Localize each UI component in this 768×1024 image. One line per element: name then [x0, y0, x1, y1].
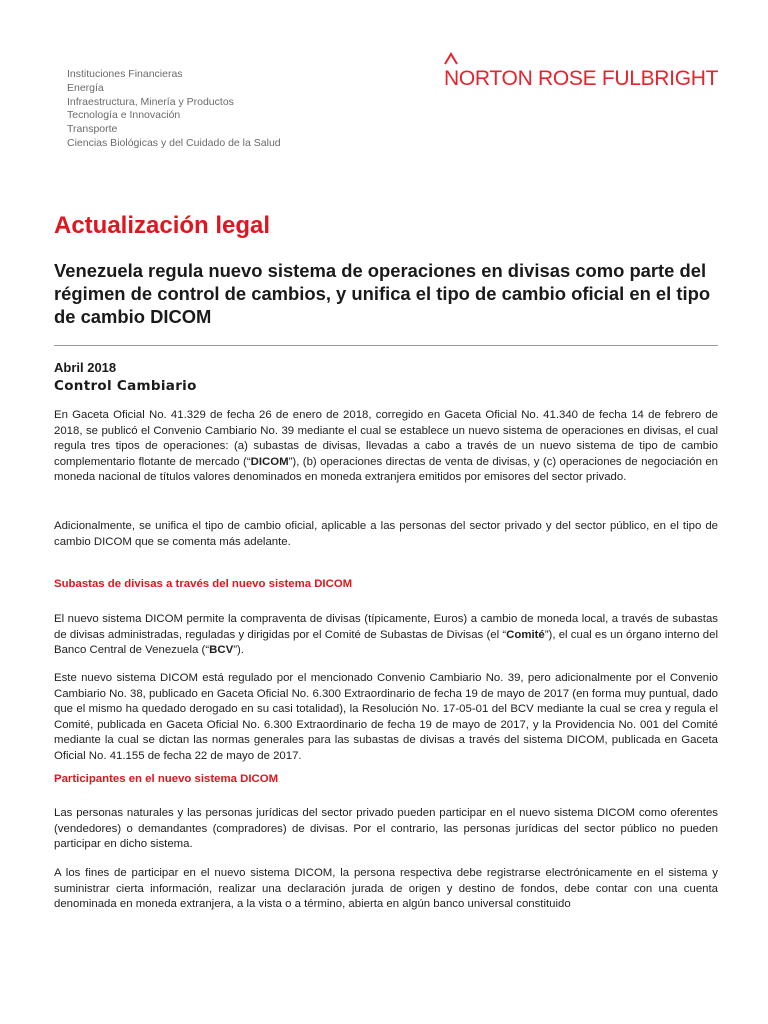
practice-area-item: Energía — [67, 81, 104, 94]
section-heading-participantes: Participantes en el nuevo sistema DICOM — [54, 773, 279, 785]
document-heading: Venezuela regula nuevo sistema de operaciones en divisas como parte del régimen de control de cambios, y unifica el tipo de cambio oficial en el tipo de cambio DICOM — [54, 260, 711, 327]
defined-term-dicom: DICOM — [250, 455, 289, 468]
section2-paragraph-1: Las personas naturales y las personas jurídicas del sector privado pueden participar en el nuevo sistema DICOM como oferentes (vendedores) o demandantes (compradores) de divisas. Por el contrario, las personas jurídicas del sector público no pueden participar en dicho sistema. — [54, 807, 718, 851]
text-run: El nuevo sistema DICOM permite la compraventa de divisas (típicamente, Euros) a cambio de moneda local, a través de subastas de divisas administradas, reguladas y dirigidas por el Comité de Subastas de Divisas (el “ — [54, 613, 718, 641]
section1-paragraph-2: Este nuevo sistema DICOM está regulado por el mencionado Convenio Cambiario No. 39, pero adicionalmente por el Convenio Cambiario No. 38, publicado en Gaceta Oficial No. 6.300 Extraordinario de fecha 19 de mayo de 2017 (en forma muy puntual, dado que el mismo ha quedado derogado en su casi totalidad), la Resolución No. 17-05-01 del BCV mediante la cual se crea y regula el Comité, publicada en Gaceta Oficial No. 6.300 Extraordinario de fecha 19 de mayo de 2017, y la Providencia No. 001 del Comité mediante la cual se dictan las normas generales para las subastas de divisas a través del sistema DICOM, publicada en Gaceta Oficial No. 41.155 de fecha 22 de mayo de 2017. — [54, 672, 718, 762]
section2-paragraph-2: A los fines de participar en el nuevo sistema DICOM, la persona respectiva debe registrarse electrónicamente en el sistema y suministrar cierta información, realizar una declaración jurada de origen y destino de fondos, debe contar con una cuenta denominada en moneda extranjera, a la vista o a término, abierta en algún banco universal constituido — [54, 867, 718, 911]
practice-area-item: Instituciones Financieras — [67, 68, 183, 80]
section1-paragraph-1 — [54, 612, 718, 659]
horizontal-divider — [54, 345, 718, 346]
section-heading-subastas: Subastas de divisas a través del nuevo sistema DICOM — [54, 578, 353, 590]
practice-areas-list — [67, 68, 281, 151]
topic-label: Control Cambiario — [54, 378, 197, 394]
logo-wordmark: NORTON ROSE FULBRIGHT — [444, 67, 719, 90]
intro-paragraph-1 — [54, 408, 718, 486]
intro-paragraph-2: Adicionalmente, se unifica el tipo de cambio oficial, aplicable a las personas del sector privado y del sector público, en el tipo de cambio DICOM que se comenta más adelante. — [54, 520, 718, 548]
practice-area-item: Ciencias Biológicas y del Cuidado de la Salud — [67, 136, 281, 149]
practice-area-item: Transporte — [67, 123, 118, 136]
practice-area-item: Tecnología e Innovación — [67, 109, 181, 122]
defined-term-bcv: BCV — [209, 644, 234, 657]
defined-term-comite: Comité — [506, 628, 545, 641]
norton-rose-fulbright-logo — [444, 52, 724, 92]
logo-chevron-icon — [444, 52, 458, 66]
document-title: Actualización legal — [54, 212, 271, 239]
text-run: ”), el cual es un órgano interno del Banco Central de Venezuela (“ — [54, 628, 718, 657]
publication-date: Abril 2018 — [54, 360, 117, 375]
text-run: En Gaceta Oficial No. 41.329 de fecha 26 de enero de 2018, corregido en Gaceta Oficial No. 41.340 de fecha 14 de febrero de 2018, se publicó el Convenio Cambiario No. 39 mediante el cual se establece un nuevo sistema de operaciones en divisas, el cual regula tres tipos de operaciones: (a) subastas de divisas, llevadas a cabo a través de un nuevo sistema de tipo de cambio complementario flotante de mercado (“ — [54, 409, 718, 468]
text-run: ”). — [233, 644, 244, 657]
practice-area-item: Infraestructura, Minería y Productos — [67, 95, 234, 108]
text-run: ”), (b) operaciones directas de venta de divisas, y (c) operaciones de negociación en moneda nacional de títulos valores denominados en moneda extranjera emitidos por emisores del sector privado. — [54, 455, 718, 484]
